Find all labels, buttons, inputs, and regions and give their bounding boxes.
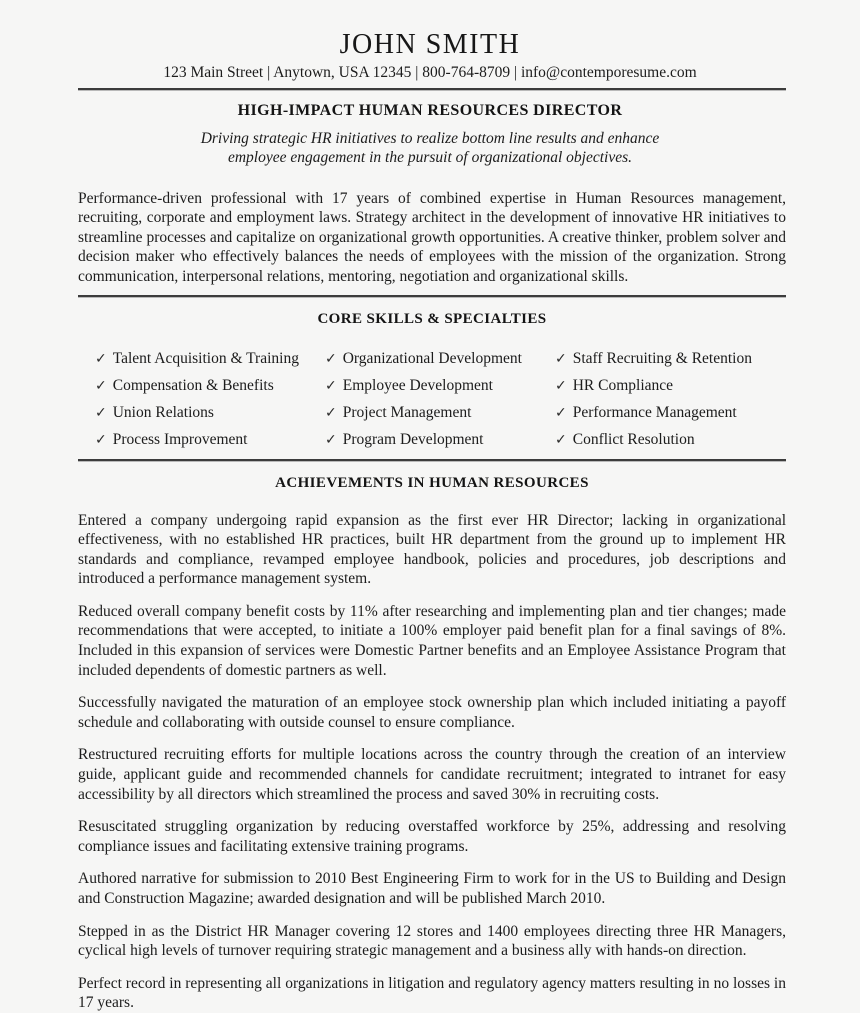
skill-item <box>325 350 555 368</box>
summary-paragraph: Performance-driven professional with 17 years of combined expertise in Human Resources management, recruiting, corporate and employment laws. Strategy architect in the development of innovative HR initiatives to streamline processes and capitalize on organizational growth opportunities. A creative thinker, problem solver and decision maker who effectively balances the needs of employees with the mission of the organization. Strong communication, interpersonal relations, mentoring, negotiation and organizational skills. <box>78 189 786 285</box>
divider-rule <box>78 459 786 462</box>
check-icon: ✓ <box>555 431 567 448</box>
achievement-paragraph: Reduced overall company benefit costs by 11% after researching and implementing plan and tier changes; made recommendations that were accepted, to initiate a 100% employer paid benefit plan for a final savings of 8%. Included in this expansion of services were Domestic Partner benefits and an Employee Assistance Program that included dependents of domestic partners as well. <box>78 602 786 679</box>
achievement-paragraph: Stepped in as the District HR Manager covering 12 stores and 1400 employees directing three HR Managers, cyclical high levels of turnover requiring strategic management and a business ally with hands-on direction. <box>78 922 786 960</box>
skill-item <box>95 404 325 422</box>
check-icon: ✓ <box>325 350 337 367</box>
skills-grid <box>95 350 786 449</box>
resume-title: HIGH-IMPACT HUMAN RESOURCES DIRECTOR <box>237 101 623 119</box>
skill-item <box>325 404 555 422</box>
skill-label: Performance Management <box>572 403 737 421</box>
skill-label: Staff Recruiting & Retention <box>572 349 752 367</box>
achievement-paragraph: Perfect record in representing all organizations in litigation and regulatory agency matters resulting in no losses in 17 years. <box>78 974 786 1012</box>
achievements-section <box>78 475 786 1013</box>
skill-item <box>95 377 325 395</box>
resume-header <box>0 30 860 168</box>
achievement-paragraph: Restructured recruiting efforts for multiple locations across the country through the creation of an interview guide, applicant guide and recommended channels for candidate recruitment; integrated to intranet for easy accessibility by all directors which streamlined the process and saved 30% in recruiting costs. <box>78 746 786 803</box>
achievements-heading: ACHIEVEMENTS IN HUMAN RESOURCES <box>275 474 589 491</box>
skill-label: HR Compliance <box>572 376 674 394</box>
check-icon: ✓ <box>325 377 337 394</box>
skill-item <box>95 431 325 449</box>
skill-label: Project Management <box>342 403 472 421</box>
achievement-paragraph: Authored narrative for submission to 2010 Best Engineering Firm to work for in the US to Building and Design and Construction Magazine; awarded designation and will be published March 2010. <box>78 870 786 908</box>
skill-label: Conflict Resolution <box>572 430 695 448</box>
candidate-name: JOHN SMITH <box>339 29 521 60</box>
achievement-paragraph: Entered a company undergoing rapid expansion as the first ever HR Director; lacking in organizational effectiveness, with no established HR practices, built HR department from the ground up to implement HR standards and compliance, revamped employee handbook, policies and procedures, job descriptions and introduced a performance management system. <box>78 511 786 588</box>
skill-item <box>95 350 325 368</box>
achievement-paragraph: Resuscitated struggling organization by reducing overstaffed workforce by 25%, addressing and resolving compliance issues and facilitating extensive training programs. <box>78 818 786 855</box>
skill-item <box>555 350 785 368</box>
check-icon: ✓ <box>95 404 107 421</box>
check-icon: ✓ <box>325 431 337 448</box>
check-icon: ✓ <box>555 404 567 421</box>
skill-item <box>555 404 785 422</box>
skill-label: Process Improvement <box>112 430 248 448</box>
divider-rule <box>78 295 786 298</box>
check-icon: ✓ <box>95 431 107 448</box>
check-icon: ✓ <box>555 350 567 367</box>
skill-label: Organizational Development <box>342 349 522 367</box>
skill-label: Talent Acquisition & Training <box>112 349 299 367</box>
achievement-paragraph: Successfully navigated the maturation of an employee stock ownership plan which included initiating a payoff schedule and collaborating with outside counsel to ensure compliance. <box>78 694 786 731</box>
divider-rule <box>78 88 786 91</box>
core-skills-heading: CORE SKILLS & SPECIALTIES <box>317 310 547 327</box>
skill-label: Employee Development <box>342 376 493 394</box>
skill-label: Compensation & Benefits <box>112 376 274 394</box>
tagline: Driving strategic HR initiatives to realize bottom line results and enhance employee engagement in the pursuit of organizational objectives. <box>200 129 660 167</box>
contact-line: 123 Main Street | Anytown, USA 12345 | 800-764-8709 | info@contemporesume.com <box>163 63 697 81</box>
skill-item <box>555 377 785 395</box>
skill-label: Program Development <box>342 430 484 448</box>
check-icon: ✓ <box>555 377 567 394</box>
skill-item <box>555 431 785 449</box>
check-icon: ✓ <box>325 404 337 421</box>
check-icon: ✓ <box>95 377 107 394</box>
skill-item <box>325 377 555 395</box>
skill-label: Union Relations <box>112 403 214 421</box>
skill-item <box>325 431 555 449</box>
check-icon: ✓ <box>95 350 107 367</box>
core-skills-section <box>78 311 786 462</box>
